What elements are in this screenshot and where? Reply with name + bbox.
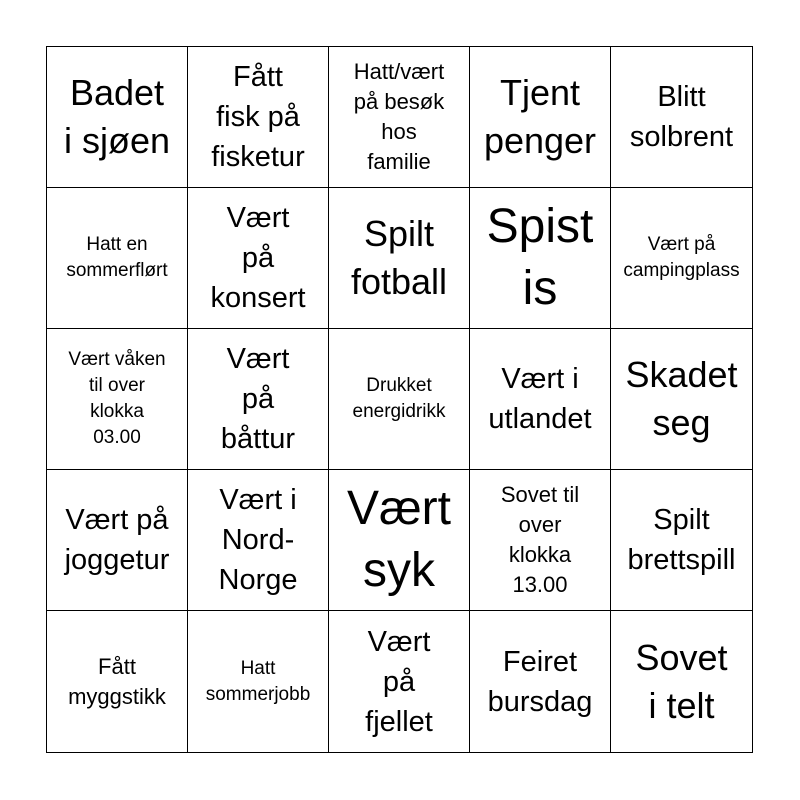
bingo-board <box>46 46 753 753</box>
bingo-cell-text: Vært i utlandet <box>488 363 592 435</box>
bingo-cell-r5c3[interactable] <box>329 611 470 752</box>
bingo-cell-r4c5[interactable] <box>611 470 752 611</box>
bingo-cell-r4c2[interactable] <box>188 470 329 611</box>
bingo-cell-r2c3[interactable] <box>329 188 470 329</box>
bingo-cell-text: Spilt fotball <box>350 213 448 302</box>
bingo-cell-r3c4[interactable] <box>470 329 611 470</box>
bingo-cell-r1c2[interactable] <box>188 47 329 188</box>
bingo-cell-text: Sovet i telt <box>635 636 728 726</box>
bingo-cell-r2c5[interactable] <box>611 188 752 329</box>
bingo-cell-text: Hatt en sommerflørt <box>66 234 168 281</box>
bingo-cell-r1c3[interactable] <box>329 47 470 188</box>
bingo-cell-r2c1[interactable] <box>47 188 188 329</box>
bingo-cell-r4c3[interactable] <box>329 470 470 611</box>
bingo-cell-text: Hatt sommerjobb <box>205 657 311 705</box>
bingo-cell-text: Drukket energidrikk <box>352 375 446 422</box>
bingo-cell-text: Vært i Nord- Norge <box>218 484 298 596</box>
bingo-cell-text: Vært på joggetur <box>64 504 170 576</box>
bingo-cell-text: Tjent penger <box>483 72 597 161</box>
bingo-cell-text: Vært på konsert <box>210 202 306 314</box>
bingo-cell-text: Sovet til over klokka 13.00 <box>500 482 580 597</box>
bingo-cell-text: Hatt/vært på besøk hos familie <box>353 59 445 174</box>
bingo-cell-text: Vært på fjellet <box>365 625 433 738</box>
bingo-cell-r4c1[interactable] <box>47 470 188 611</box>
bingo-cell-text: Spilt brettspill <box>627 504 736 576</box>
bingo-cell-text: Vært våken til over klokka 03.00 <box>68 349 166 448</box>
bingo-cell-r1c1[interactable] <box>47 47 188 188</box>
bingo-cell-r5c1[interactable] <box>47 611 188 752</box>
bingo-cell-r3c2[interactable] <box>188 329 329 470</box>
bingo-cell-r4c4[interactable] <box>470 470 611 611</box>
bingo-cell-text: Vært på båttur <box>220 343 296 455</box>
bingo-cell-r3c5[interactable] <box>611 329 752 470</box>
bingo-cell-r5c2[interactable] <box>188 611 329 752</box>
bingo-cell-r2c4[interactable] <box>470 188 611 329</box>
bingo-cell-text: Fått fisk på fisketur <box>211 61 305 173</box>
bingo-cell-text: Fått myggstikk <box>68 653 166 709</box>
bingo-cell-text: Blitt solbrent <box>629 81 734 153</box>
bingo-cell-text: Feiret bursdag <box>487 645 593 718</box>
bingo-cell-text: Vært på campingplass <box>623 234 740 281</box>
bingo-cell-r1c5[interactable] <box>611 47 752 188</box>
bingo-cell-r5c5[interactable] <box>611 611 752 752</box>
bingo-cell-r5c4[interactable] <box>470 611 611 752</box>
bingo-cell-r3c1[interactable] <box>47 329 188 470</box>
bingo-cell-text: Spist is <box>486 200 594 315</box>
bingo-cell-text: Skadet seg <box>625 354 738 443</box>
bingo-cell-text: Vært syk <box>346 482 451 597</box>
bingo-cell-r2c2[interactable] <box>188 188 329 329</box>
bingo-cell-text: Badet i sjøen <box>63 72 171 161</box>
bingo-cell-r1c4[interactable] <box>470 47 611 188</box>
bingo-cell-r3c3[interactable] <box>329 329 470 470</box>
